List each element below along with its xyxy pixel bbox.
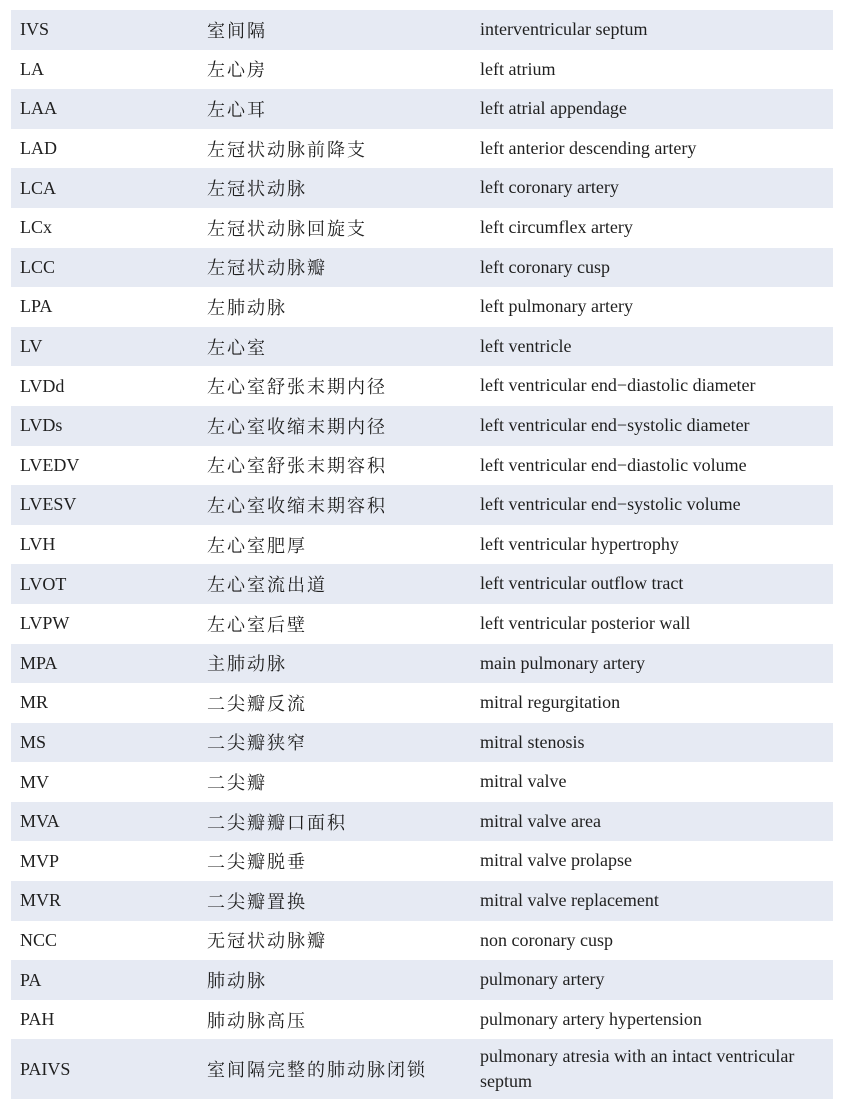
abbreviation-cell: IVS: [20, 19, 50, 40]
abbreviation-cell: MVR: [20, 890, 62, 911]
table-row: [11, 921, 833, 961]
english-term-cell: left coronary cusp: [480, 256, 610, 277]
chinese-term-cell: 左心室舒张末期内径: [207, 377, 387, 399]
abbreviation-cell: MS: [20, 731, 47, 752]
english-term-cell: left anterior descending artery: [480, 137, 697, 158]
english-term-cell: non coronary cusp: [480, 929, 613, 950]
chinese-term-cell: 左心室后壁: [207, 614, 307, 636]
table-row: [11, 485, 833, 525]
chinese-term-cell: 左冠状动脉回旋支: [207, 218, 367, 240]
abbreviation-cell: LVOT: [20, 573, 67, 594]
chinese-term-cell: 主肺动脉: [207, 654, 287, 676]
table-row: [11, 762, 833, 802]
table-row: [11, 604, 833, 644]
abbreviation-cell: LVPW: [20, 613, 70, 634]
english-term-cell: left atrial appendage: [480, 98, 627, 119]
english-term-cell: left ventricular end−diastolic diameter: [480, 375, 756, 396]
english-term-cell: pulmonary atresia with an intact ventricular septum: [480, 1045, 795, 1092]
chinese-term-cell: 左心室: [207, 337, 267, 359]
chinese-term-cell: 室间隔: [207, 20, 267, 42]
abbreviation-cell: LVEDV: [20, 454, 80, 475]
chinese-term-cell: 左冠状动脉瓣: [207, 258, 327, 280]
abbreviation-cell: NCC: [20, 929, 58, 950]
abbreviation-cell: LCC: [20, 256, 56, 277]
table-row: [11, 366, 833, 406]
english-term-cell: mitral valve area: [480, 810, 601, 831]
chinese-term-cell: 肺动脉: [207, 971, 267, 993]
abbreviation-cell: MVP: [20, 850, 60, 871]
abbreviation-cell: LV: [20, 336, 43, 357]
abbreviation-cell: LAD: [20, 138, 57, 159]
english-term-cell: left pulmonary artery: [480, 296, 633, 317]
table-row: [11, 802, 833, 842]
english-term-cell: mitral valve: [480, 771, 567, 792]
table-row: [11, 564, 833, 604]
abbreviation-cell: LPA: [20, 296, 53, 317]
chinese-term-cell: 左心耳: [207, 99, 267, 121]
table-row: [11, 89, 833, 129]
abbreviation-cell: MPA: [20, 652, 58, 673]
table-row: [11, 1039, 833, 1099]
chinese-term-cell: 左心室收缩末期内径: [207, 416, 387, 438]
english-term-cell: pulmonary artery: [480, 969, 605, 990]
table-row: [11, 446, 833, 486]
abbreviation-table: [11, 10, 833, 1099]
chinese-term-cell: 左心房: [207, 60, 267, 82]
abbreviation-cell: PAIVS: [20, 1058, 71, 1079]
english-term-cell: interventricular septum: [480, 19, 648, 40]
table-row: [11, 1000, 833, 1040]
abbreviation-cell: LCA: [20, 177, 56, 198]
chinese-term-cell: 无冠状动脉瓣: [207, 931, 327, 953]
chinese-term-cell: 二尖瓣置换: [207, 891, 307, 913]
abbreviation-cell: LVESV: [20, 494, 77, 515]
english-term-cell: left ventricle: [480, 335, 572, 356]
english-term-cell: mitral valve replacement: [480, 890, 659, 911]
table-row: [11, 10, 833, 50]
chinese-term-cell: 肺动脉高压: [207, 1010, 307, 1032]
table-row: [11, 287, 833, 327]
english-term-cell: left ventricular end−diastolic volume: [480, 454, 747, 475]
english-term-cell: left ventricular hypertrophy: [480, 533, 679, 554]
table-row: [11, 683, 833, 723]
english-term-cell: left ventricular outflow tract: [480, 573, 684, 594]
abbreviation-cell: MR: [20, 692, 49, 713]
abbreviation-cell: LA: [20, 58, 44, 79]
table-row: [11, 50, 833, 90]
english-term-cell: left ventricular end−systolic volume: [480, 494, 741, 515]
abbreviation-cell: PA: [20, 969, 42, 990]
chinese-term-cell: 左冠状动脉: [207, 179, 307, 201]
table-row: [11, 960, 833, 1000]
abbreviation-cell: MVA: [20, 811, 60, 832]
abbreviation-cell: LVDd: [20, 375, 65, 396]
english-term-cell: left coronary artery: [480, 177, 619, 198]
chinese-term-cell: 左冠状动脉前降支: [207, 139, 367, 161]
abbreviation-cell: LVDs: [20, 415, 63, 436]
english-term-cell: mitral stenosis: [480, 731, 585, 752]
table-row: [11, 248, 833, 288]
table-row: [11, 406, 833, 446]
table-row: [11, 841, 833, 881]
table-row: [11, 644, 833, 684]
table-row: [11, 881, 833, 921]
english-term-cell: left ventricular end−systolic diameter: [480, 414, 750, 435]
chinese-term-cell: 室间隔完整的肺动脉闭锁: [207, 1060, 427, 1082]
chinese-term-cell: 左肺动脉: [207, 297, 287, 319]
chinese-term-cell: 左心室收缩末期容积: [207, 495, 387, 517]
table-row: [11, 723, 833, 763]
chinese-term-cell: 二尖瓣瓣口面积: [207, 812, 347, 834]
chinese-term-cell: 左心室肥厚: [207, 535, 307, 557]
chinese-term-cell: 二尖瓣狭窄: [207, 733, 307, 755]
chinese-term-cell: 左心室舒张末期容积: [207, 456, 387, 478]
abbreviation-cell: MV: [20, 771, 50, 792]
english-term-cell: left circumflex artery: [480, 216, 633, 237]
abbreviation-cell: LVH: [20, 534, 56, 555]
chinese-term-cell: 二尖瓣脱垂: [207, 852, 307, 874]
abbreviation-cell: PAH: [20, 1009, 55, 1030]
english-term-cell: main pulmonary artery: [480, 652, 645, 673]
english-term-cell: mitral regurgitation: [480, 692, 621, 713]
table-row: [11, 208, 833, 248]
table-row: [11, 129, 833, 169]
english-term-cell: pulmonary artery hypertension: [480, 1008, 702, 1029]
english-term-cell: mitral valve prolapse: [480, 850, 632, 871]
table-row: [11, 525, 833, 565]
table-row: [11, 168, 833, 208]
chinese-term-cell: 二尖瓣反流: [207, 693, 307, 715]
abbreviation-cell: LAA: [20, 98, 57, 119]
abbreviation-cell: LCx: [20, 217, 53, 238]
english-term-cell: left atrium: [480, 58, 556, 79]
chinese-term-cell: 左心室流出道: [207, 575, 327, 597]
chinese-term-cell: 二尖瓣: [207, 773, 267, 795]
english-term-cell: left ventricular posterior wall: [480, 612, 691, 633]
table-row: [11, 327, 833, 367]
